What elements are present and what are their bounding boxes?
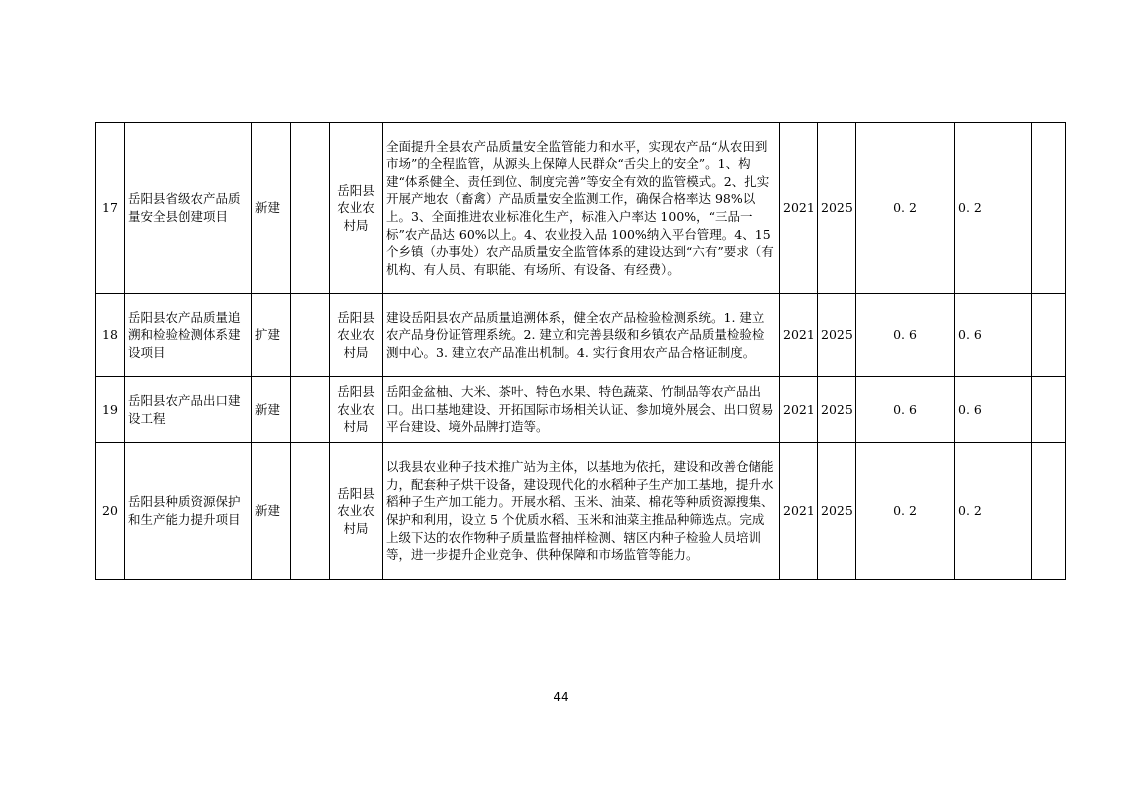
responsible-unit: 岳阳县农业农村局 (330, 123, 383, 294)
total-investment: 0. 2 (856, 443, 955, 580)
empty-cell (291, 443, 330, 580)
end-year: 2025 (818, 443, 856, 580)
page-number: 44 (553, 690, 569, 704)
start-year: 2021 (780, 443, 818, 580)
table-row (96, 123, 1066, 294)
planned-investment: 0. 2 (955, 443, 1032, 580)
project-name: 岳阳县农产品出口建设工程 (125, 377, 252, 443)
responsible-unit: 岳阳县农业农村局 (330, 294, 383, 377)
project-name: 岳阳县种质资源保护和生产能力提升项目 (125, 443, 252, 580)
project-content: 全面提升全县农产品质量安全监管能力和水平，实现农产品“从农田到市场”的全程监管，从源头上保障人民群众“舌尖上的安全”。1、构建“体系健全、责任到位、制度完善”等安全有效的监管模式。2、扎实开展产地农（畜禽）产品质量安全监测工作，确保合格率达 98%以上。3、全面推进农业标准化生产，标准入户率达 100%，“三品一标”农产品达 60%以上。4、农业投入品 100%纳入平台管理。4、15 个乡镇（办事处）农产品质量安全监管体系的建设达到“六有”要求（有机构、有人员、有职能、有场所、有设备、有经费）。 (383, 123, 780, 294)
planned-investment: 0. 6 (955, 377, 1032, 443)
empty-cell (1032, 123, 1066, 294)
project-content: 岳阳金盆柚、大米、茶叶、特色水果、特色蔬菜、竹制品等农产品出口。出口基地建设、开拓国际市场相关认证、参加境外展会、出口贸易平台建设、境外品牌打造等。 (383, 377, 780, 443)
construction-type: 新建 (252, 123, 291, 294)
row-number: 18 (96, 294, 125, 377)
empty-cell (1032, 377, 1066, 443)
project-content: 建设岳阳县农产品质量追溯体系，健全农产品检验检测系统。1. 建立农产品身份证管理系统。2. 建立和完善县级和乡镇农产品质量检验检测中心。3. 建立农产品准出机制。4. 实行食用农产品合格证制度。 (383, 294, 780, 377)
table-row (96, 294, 1066, 377)
total-investment: 0. 6 (856, 294, 955, 377)
row-number: 20 (96, 443, 125, 580)
end-year: 2025 (818, 377, 856, 443)
project-content: 以我县农业种子技术推广站为主体，以基地为依托，建设和改善仓储能力，配套种子烘干设备，建设现代化的水稻种子生产加工基地，提升水稻种子生产加工能力。开展水稻、玉米、油菜、棉花等种质资源搜集、保护和利用，设立 5 个优质水稻、玉米和油菜主推品种筛选点。完成上级下达的农作物种子质量监督抽样检测、辖区内种子检验人员培训等，进一步提升企业竞争、供种保障和市场监管等能力。 (383, 443, 780, 580)
end-year: 2025 (818, 123, 856, 294)
total-investment: 0. 2 (856, 123, 955, 294)
project-name: 岳阳县农产品质量追溯和检验检测体系建设项目 (125, 294, 252, 377)
construction-type: 新建 (252, 443, 291, 580)
start-year: 2021 (780, 294, 818, 377)
total-investment: 0. 6 (856, 377, 955, 443)
empty-cell (1032, 443, 1066, 580)
start-year: 2021 (780, 377, 818, 443)
empty-cell (291, 123, 330, 294)
project-name: 岳阳县省级农产品质量安全县创建项目 (125, 123, 252, 294)
responsible-unit: 岳阳县农业农村局 (330, 443, 383, 580)
project-table (95, 122, 1066, 580)
empty-cell (1032, 294, 1066, 377)
end-year: 2025 (818, 294, 856, 377)
row-number: 17 (96, 123, 125, 294)
responsible-unit: 岳阳县农业农村局 (330, 377, 383, 443)
row-number: 19 (96, 377, 125, 443)
construction-type: 新建 (252, 377, 291, 443)
planned-investment: 0. 6 (955, 294, 1032, 377)
empty-cell (291, 377, 330, 443)
table-row (96, 443, 1066, 580)
empty-cell (291, 294, 330, 377)
table-row (96, 377, 1066, 443)
start-year: 2021 (780, 123, 818, 294)
planned-investment: 0. 2 (955, 123, 1032, 294)
construction-type: 扩建 (252, 294, 291, 377)
